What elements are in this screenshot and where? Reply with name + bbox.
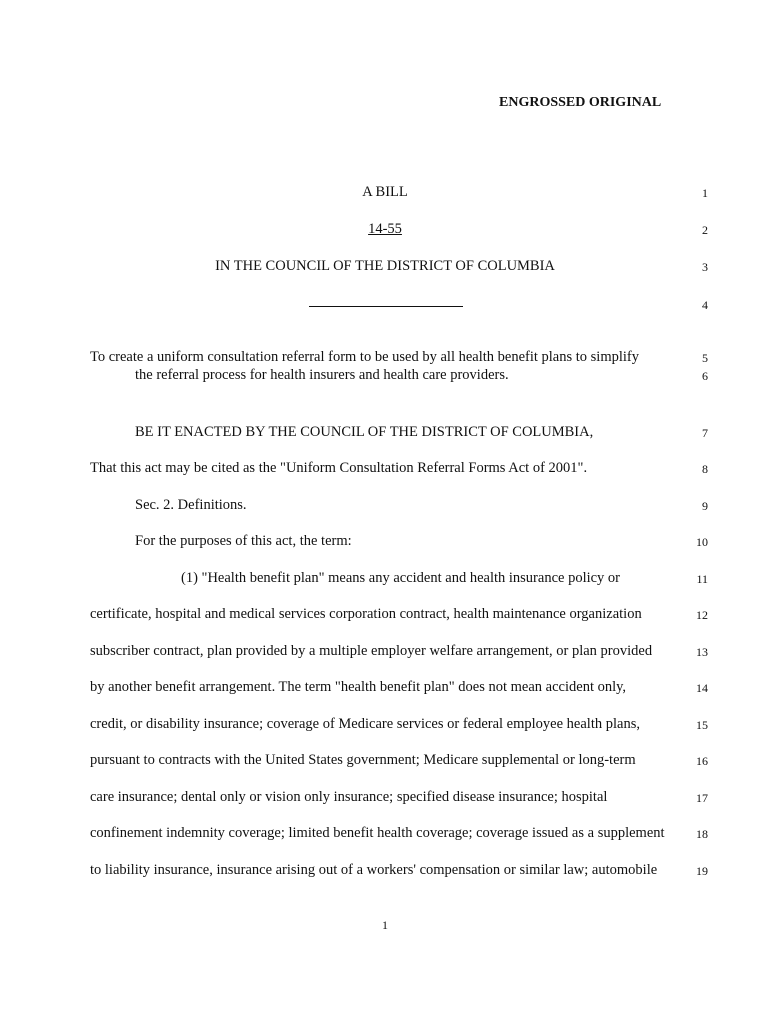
council-heading: IN THE COUNCIL OF THE DISTRICT OF COLUMBIA: [215, 258, 555, 274]
line-number: 16: [696, 754, 708, 768]
line-number: 11: [696, 572, 708, 586]
signature-rule: [309, 306, 463, 307]
bill-number: 14-55: [368, 221, 402, 237]
line-number: 9: [702, 499, 708, 513]
definition-line: care insurance; dental only or vision only insurance; specified disease insurance; hospital: [90, 789, 608, 805]
definition-line: pursuant to contracts with the United States government; Medicare supplemental or long-term: [90, 752, 636, 768]
line-number: 6: [702, 369, 708, 383]
definition-line: certificate, hospital and medical services corporation contract, health maintenance organization: [90, 606, 642, 622]
line-number: 13: [696, 645, 708, 659]
definition-line: to liability insurance, insurance arising out of a workers' compensation or similar law; automobile: [90, 862, 658, 878]
definitions-intro: For the purposes of this act, the term:: [135, 533, 352, 549]
purpose-line-2: the referral process for health insurers and health care providers.: [135, 367, 509, 383]
page-number: 1: [382, 918, 388, 932]
line-number: 3: [702, 260, 708, 274]
purpose-line-1: To create a uniform consultation referral form to be used by all health benefit plans to simplify: [90, 349, 640, 365]
line-number: 5: [702, 351, 708, 365]
line-number: 8: [702, 462, 708, 476]
line-number: 2: [702, 223, 708, 237]
definition-line: subscriber contract, plan provided by a multiple employer welfare arrangement, or plan provided: [90, 643, 653, 659]
section-heading: Sec. 2. Definitions.: [135, 497, 247, 513]
definition-line: credit, or disability insurance; coverage of Medicare services or federal employee health plans,: [90, 716, 640, 732]
definition-line: by another benefit arrangement. The term "health benefit plan" does not mean accident only,: [90, 679, 627, 695]
line-number: 17: [696, 791, 708, 805]
engrossed-status: ENGROSSED ORIGINAL: [499, 95, 662, 110]
line-number: 14: [696, 681, 708, 695]
line-number: 1: [702, 186, 708, 200]
bill-title: A BILL: [362, 184, 408, 200]
enacting-clause: BE IT ENACTED BY THE COUNCIL OF THE DISTRICT OF COLUMBIA,: [135, 424, 594, 440]
line-number: 15: [696, 718, 708, 732]
line-number: 18: [696, 827, 708, 841]
short-title: That this act may be cited as the "Uniform Consultation Referral Forms Act of 2001".: [90, 460, 588, 476]
definition-line: (1) "Health benefit plan" means any accident and health insurance policy or: [181, 570, 621, 586]
line-number: 12: [696, 608, 708, 622]
line-number: 19: [696, 864, 708, 878]
line-number: 10: [696, 535, 708, 549]
line-number: 4: [702, 298, 708, 312]
line-number: 7: [702, 426, 708, 440]
definition-line: confinement indemnity coverage; limited benefit health coverage; coverage issued as a supplement: [90, 825, 665, 841]
